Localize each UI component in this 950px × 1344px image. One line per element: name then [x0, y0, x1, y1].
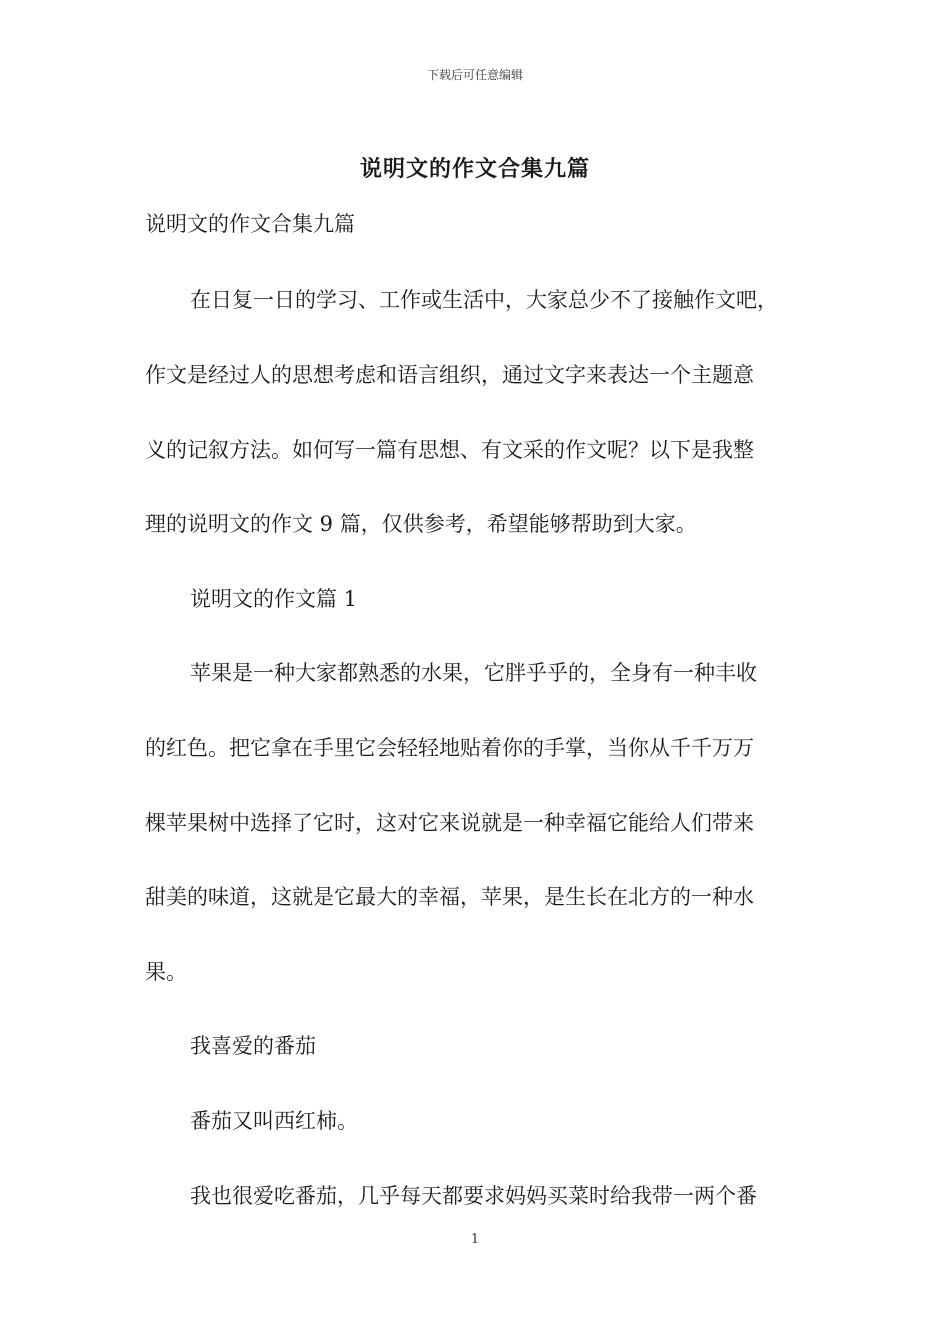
paragraph-line: 在日复一日的学习、工作或生活中，大家总少不了接触作文吧， [190, 288, 778, 312]
header-note: 下载后可任意编辑 [426, 68, 523, 82]
paragraph-line: 果。 [145, 960, 187, 984]
paragraph-line: 义的记叙方法。如何写一篇有思想、有文采的作文呢？以下是我整 [145, 438, 754, 462]
paragraph-line: 我也很爱吃番茄，几乎每天都要求妈妈买菜时给我带一两个番 [190, 1184, 757, 1208]
subtitle-line: 说明文的作文合集九篇 [145, 212, 355, 236]
document-title: 说明文的作文合集九篇 [359, 156, 590, 182]
section-heading: 说明文的作文篇 1 [190, 587, 358, 611]
page-number: 1 [470, 1232, 480, 1247]
section-heading: 我喜爱的番茄 [190, 1034, 316, 1058]
paragraph-line: 的红色。把它拿在手里它会轻轻地贴着你的手掌，当你从千千万万 [145, 736, 754, 760]
paragraph-line: 理的说明文的作文 9 篇，仅供参考，希望能够帮助到大家。 [145, 512, 697, 536]
paragraph-line: 作文是经过人的思想考虑和语言组织，通过文字来表达一个主题意 [145, 363, 754, 387]
paragraph-line: 番茄又叫西红柿。 [190, 1109, 358, 1133]
paragraph-line: 棵苹果树中选择了它时，这对它来说就是一种幸福它能给人们带来 [145, 811, 754, 835]
paragraph-line: 苹果是一种大家都熟悉的水果，它胖乎乎的，全身有一种丰收 [190, 661, 757, 685]
paragraph-line: 甜美的味道，这就是它最大的幸福，苹果，是生长在北方的一种水 [145, 885, 754, 909]
